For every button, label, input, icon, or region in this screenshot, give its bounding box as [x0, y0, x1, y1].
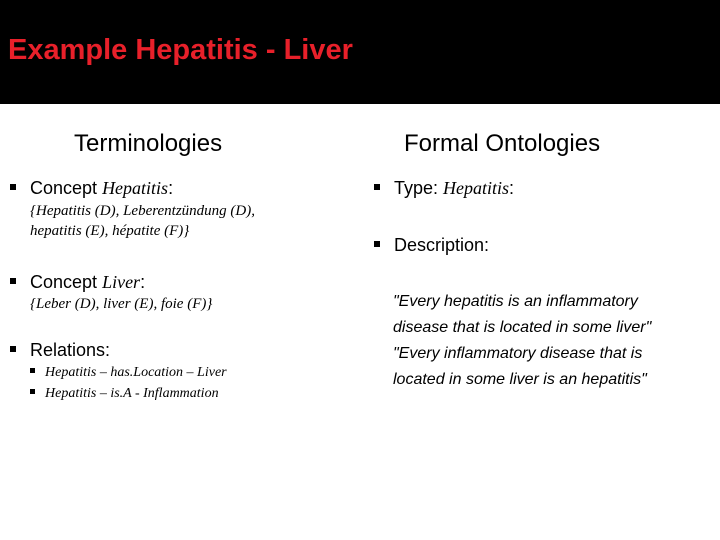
relation-is-a: Hepatitis – is.A - Inflammation	[30, 384, 219, 404]
synonyms-hepatitis-line-2: hepatitis (E), hépatite (F)}	[30, 223, 190, 239]
description-quote-line-1: "Every hepatitis is an inflammatory	[393, 293, 638, 310]
synonyms-liver-line: {Leber (D), liver (E), foie (F)}	[30, 296, 213, 312]
description-quote-line-2: disease that is located in some liver"	[393, 319, 652, 336]
description-label: Description:	[394, 235, 490, 255]
terminologies-heading: Terminologies	[74, 130, 223, 157]
relations-label: Relations:	[30, 340, 111, 360]
slide-title: Example Hepatitis - Liver	[8, 34, 353, 66]
type-term: Hepatitis	[443, 178, 510, 198]
relations-bullet	[10, 339, 110, 361]
description-quote-line-4: located in some liver is an hepatitis"	[393, 371, 647, 388]
type-label: Type:	[394, 178, 439, 198]
title-bar	[0, 0, 720, 104]
synonyms-hepatitis-line-1: {Hepatitis (D), Leberentzündung (D),	[30, 203, 255, 219]
concept-term: Hepatitis	[102, 178, 169, 198]
description-bullet	[374, 234, 489, 256]
relation-has-location: Hepatitis – has.Location – Liver	[30, 363, 227, 383]
square-bullet-icon	[10, 278, 16, 284]
concept-term: Liver	[102, 272, 141, 292]
square-bullet-icon	[30, 389, 35, 394]
concept-hepatitis-bullet: Concept Hepatitis:	[10, 177, 173, 199]
square-bullet-icon	[374, 241, 380, 247]
concept-label: Concept	[30, 178, 98, 198]
square-bullet-icon	[30, 368, 35, 373]
square-bullet-icon	[10, 184, 16, 190]
description-quote-line-3: "Every inflammatory disease that is	[393, 345, 643, 362]
concept-liver-bullet: Concept Liver:	[10, 271, 145, 293]
square-bullet-icon	[374, 184, 380, 190]
type-bullet: Type: Hepatitis:	[374, 177, 514, 199]
concept-label: Concept	[30, 272, 98, 292]
square-bullet-icon	[10, 346, 16, 352]
formal-ontologies-heading: Formal Ontologies	[404, 130, 601, 157]
